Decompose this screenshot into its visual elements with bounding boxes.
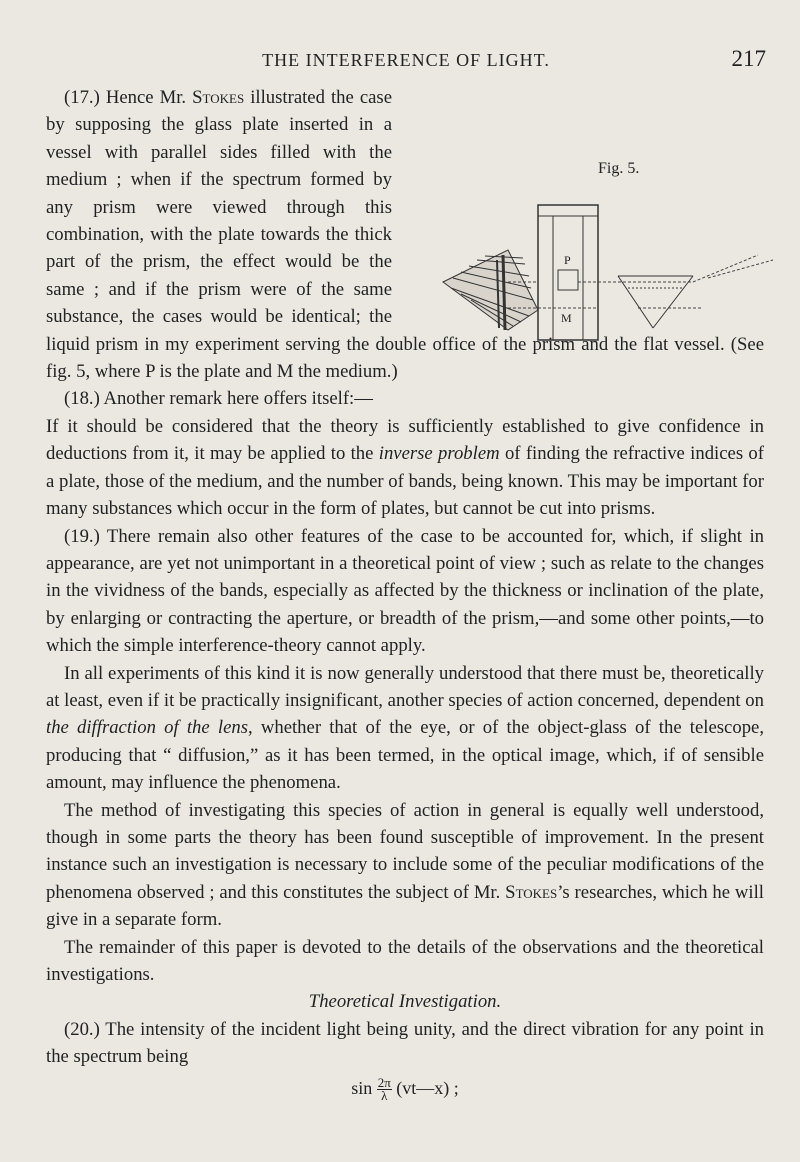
paragraph-19: (19.) There remain also other features of the case to be accounted for, which, if slight in appearance, are yet not unimportant in a theoretical point of view ; such as relate to the changes in the vividness of the bands, especially as affected by the thickness or inclination of the plate, by enlarging or contracting the aperture, or breadth of the prism,—and some other points,—to which the simple interference-theory cannot apply. xyxy=(46,525,764,657)
plate-label: P xyxy=(564,253,571,267)
formula: sin $\frac{2\pi}{\lambda}$ (vt—x) ; xyxy=(351,1075,459,1103)
medium-label: M xyxy=(561,311,572,325)
paragraph-20: (20.) The intensity of the incident light being unity, and the direct vibration for any point in the spectrum being xyxy=(46,1018,764,1068)
paragraph-method: The method of investigating this species of action in general is equally well understood, though in some parts the theory has been found susceptible of improvement. In the present instance such an investigation is necessary to include some of the peculiar modifications of the phenomena observed ; and this constitutes the subject of Mr. Stokes’s researches, which he will give in a separate form. xyxy=(46,799,765,931)
fraction: $\frac{2\pi}{\lambda}$ xyxy=(377,1075,391,1103)
figure-spacer xyxy=(392,138,764,328)
paragraph-17: (17.) Hence Mr. Stokes illustrated the case by supposing the glass plate inserted in a vessel with parallel sides filled with the medium ; when if the spectrum formed by any prism were viewed through this combination, with the plate towards the thick part of the prism, the effect would be the same ; and if the prism were of the same substance, the cases would be identical; the liquid prism in my experiment serving the double office of the prism and the flat vessel. (See fig. 5, where P is the plate and M the medium.) xyxy=(46,87,764,383)
paragraph-diffraction: In all experiments of this kind it is now generally understood that there must be, theoretically at least, even if it be practically insignificant, another species of action concerned, dependent on the diffraction of the lens, whether that of the eye, or of the object-glass of the telescope, producing that “ diffusion,” as it has been termed, in the optical image, which, if of sensible amount, may influence the phenomena. xyxy=(46,662,764,794)
running-title: THE INTERFERENCE OF LIGHT. xyxy=(262,50,550,70)
running-header xyxy=(46,46,766,76)
article-body xyxy=(46,84,764,1102)
paragraph-remainder: The remainder of this paper is devoted to the details of the observations and the theoretical investigations. xyxy=(46,936,764,985)
paragraph-17-text: illustrated the case by supposing the glass plate inserted in a vessel with parallel sides filled with the medium ; when if the spectrum formed by any prism were viewed through this combination, with the plate towards the thick part of the prism, the effect would be the same ; and if the prism were of the same substance, the cases would be identical; the liquid prism in my experiment serving the double office of the prism and the flat vessel. (See fig. 5, where P is the plate and M the medium.) xyxy=(46,87,764,383)
section-title: Theoretical Investigation. xyxy=(308,991,502,1013)
figure-label: Fig. 5. xyxy=(598,160,640,177)
page-number: 217 xyxy=(731,46,766,71)
paragraph-18-lead: (18.) Another remark here offers itself:— xyxy=(64,388,373,410)
paragraph-18: If it should be considered that the theory is sufficiently established to give confidence in deductions from it, it may be applied to the inverse problem of finding the refractive indices of a plate, those of the medium, and the number of bands, being known. This may be important for many substances which occur in the form of plates, but cannot be cut into prisms. xyxy=(46,415,764,520)
